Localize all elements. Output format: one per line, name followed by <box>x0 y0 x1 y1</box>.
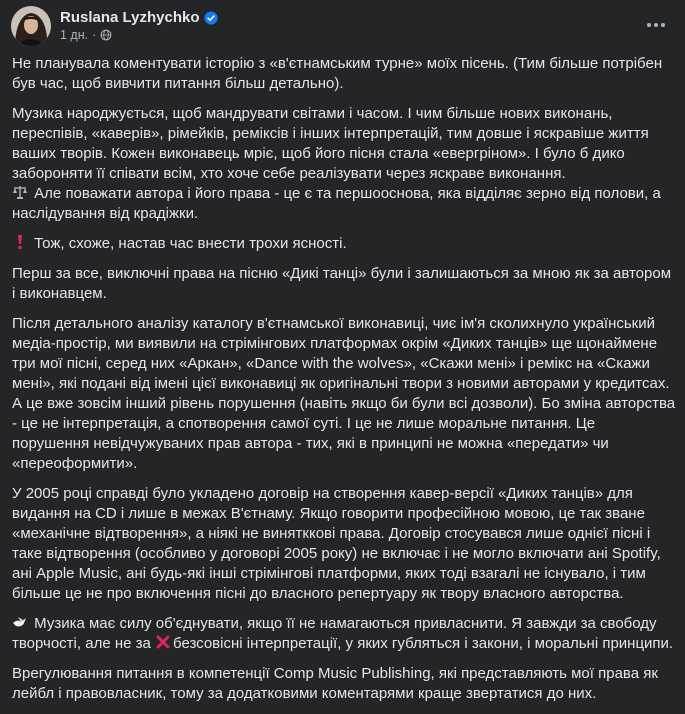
dove-emoji <box>12 614 28 630</box>
globe-icon[interactable] <box>100 29 112 41</box>
post-paragraph-9: Врегулювання питання в компетенції Comp Music Publishing, які представляють мої права як лейбл і правовласник, тому за додатковими коментарями краще звертатися до них. <box>12 665 658 702</box>
author-name[interactable]: Ruslana Lyzhychko <box>60 9 200 26</box>
post-paragraph-8-text-b: безсовісні інтерпретації, у яких губляться і закони, і моральні принципи. <box>173 635 674 652</box>
post-paragraph-8 <box>12 614 676 654</box>
post-paragraph-6: Після детального аналізу каталогу в'єтнамської виконавиці, чиє ім'я сколихнуло український медіа-простір, ми виявили на стрімінгових платформах окрім «Диких танців» ще щонаймене три мої пісні, серед них «Аркан», «Dance with the wolves», «Скажи мені» і ремікс на «Скажи мені», які подані від імені цієї виконавиці як оригінальні твори з новими авторами у кредитсах. А це вже зовсім інший рівень порушення (навіть якщо би були всі дозволи). Бо зміна авторства - це не інтерпретація, а спотворення самої суті. І це не лише моральне питання. Це порушення невідчужуваних прав автора - тих, які в принципі не можна «передати» чи «переоформити». <box>12 315 676 472</box>
more-options-button[interactable] <box>639 8 673 42</box>
balance-scale-emoji <box>12 184 28 200</box>
more-options-icon <box>646 22 666 28</box>
meta-separator: · <box>92 28 97 42</box>
post-header <box>0 0 685 52</box>
post-paragraph-3-text: Але поважати автора і його права - це є та першооснова, яка відділяє зерно від полови, а наслідування від крадіжки. <box>12 185 661 222</box>
post-paragraph-1: Не планувала коментувати історію з «в'єтнамським турне» моїх пісень. (Тим більше потрібен був час, щоб вивчити питання більш детально). <box>12 55 663 92</box>
post-paragraph-3 <box>12 184 676 224</box>
post-meta <box>60 28 112 42</box>
red-exclamation-emoji <box>12 234 28 250</box>
post-paragraph-8-text-a: Музика має силу об'єднувати, якщо її не намагаються привласнити. Я завжди за свободу творчості, але не за <box>12 615 657 652</box>
post-body <box>12 54 676 714</box>
post-paragraph-4-text: Тож, схоже, настав час внести трохи ясності. <box>34 235 347 252</box>
post-paragraph-4 <box>12 234 676 254</box>
post-paragraph-7: У 2005 році справді було укладено договір на створення кавер-версії «Диких танців» для видання на CD і лише в межах В'єтнаму. Якщо говорити професійною мовою, це так зване «механічне відтворення», а ніякі не винятккові права. Договір стосувався лише однієї пісні і таке відтворення (особливо у договорі 2005 року) не включає і не могло включати ані Spotify, ані Apple Music, ані будь-які інші стрімінгові платформи, яких тоді взагалі не існувало, і тим більше це не про включення пісні до власного репертуару як твору власного авторства. <box>12 485 661 602</box>
post-paragraph-2: Музика народжується, щоб мандрувати світами і часом. І чим більше нових виконань, переспівів, «каверів», рімейків, реміксів і інших інтерпретацій, тим довше і яскравіше життя ваших творів. Кожен виконавець мріє, щоб його пісня стала «евергріном». І було б дико забороняти її співати всім, хто хоче себе реалізувати через яскраве виконання. <box>12 105 649 182</box>
author-row <box>60 9 218 27</box>
avatar[interactable] <box>11 6 51 46</box>
post-paragraph-5: Перш за все, виключні права на пісню «Дикі танці» були і залишаються за мною як за автором і виконавцем. <box>12 265 672 302</box>
verified-badge-icon <box>204 11 218 25</box>
red-cross-emoji <box>155 634 171 650</box>
post-timestamp[interactable]: 1 дн. <box>60 28 89 42</box>
